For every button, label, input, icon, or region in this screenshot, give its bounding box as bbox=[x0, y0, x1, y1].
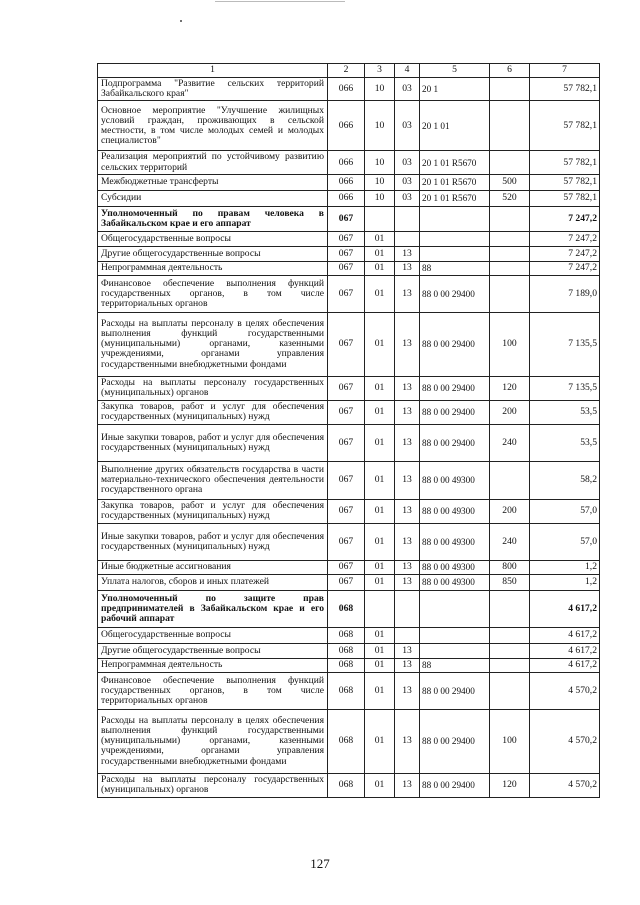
expense-type-cell bbox=[490, 246, 530, 261]
expense-type-cell: 240 bbox=[490, 523, 530, 560]
target-article-cell: 20 1 01 R5670 bbox=[420, 190, 490, 206]
section-cell: 01 bbox=[365, 643, 395, 658]
budget-table bbox=[97, 63, 600, 798]
section-cell: 01 bbox=[365, 275, 395, 312]
expense-type-cell bbox=[490, 590, 530, 627]
admin-code-cell: 068 bbox=[328, 658, 365, 672]
table-row bbox=[98, 246, 600, 261]
expense-type-cell: 200 bbox=[490, 499, 530, 523]
amount-cell: 4 617,2 bbox=[530, 590, 600, 627]
row-name-cell: Уполномоченный по защите прав предпринимателей в Забайкальском крае и его рабочий аппарат bbox=[98, 590, 328, 627]
row-name-cell: Непрограммная деятельность bbox=[98, 658, 328, 672]
admin-code-cell: 067 bbox=[328, 560, 365, 574]
table-row bbox=[98, 151, 600, 174]
section-cell: 10 bbox=[365, 151, 395, 174]
amount-cell: 4 570,2 bbox=[530, 773, 600, 797]
row-name-cell: Расходы на выплаты персоналу государственных (муниципальных) органов bbox=[98, 376, 328, 400]
expense-type-cell: 500 bbox=[490, 174, 530, 190]
row-name-cell: Другие общегосударственные вопросы bbox=[98, 643, 328, 658]
row-name-cell: Расходы на выплаты персоналу в целях обеспечения выполнения функций государственными (муниципальными) органами, казенными учреждениями, органами управления государственными внебюджетными фондами bbox=[98, 709, 328, 773]
expense-type-cell: 120 bbox=[490, 773, 530, 797]
section-cell: 01 bbox=[365, 672, 395, 709]
amount-cell: 57,0 bbox=[530, 499, 600, 523]
amount-cell: 53,5 bbox=[530, 400, 600, 424]
row-name-cell: Реализация мероприятий по устойчивому развитию сельских территорий bbox=[98, 151, 328, 174]
subsection-cell: 13 bbox=[395, 312, 420, 376]
row-name-cell: Иные закупки товаров, работ и услуг для обеспечения государственных (муниципальных) нужд bbox=[98, 523, 328, 560]
target-article-cell: 88 0 00 29400 bbox=[420, 400, 490, 424]
subsection-cell: 03 bbox=[395, 101, 420, 151]
subsection-cell: 13 bbox=[395, 709, 420, 773]
section-cell: 01 bbox=[365, 560, 395, 574]
target-article-cell bbox=[420, 246, 490, 261]
expense-type-cell: 800 bbox=[490, 560, 530, 574]
target-article-cell bbox=[420, 627, 490, 643]
admin-code-cell: 066 bbox=[328, 151, 365, 174]
header-cell: 2 bbox=[328, 64, 365, 78]
target-article-cell: 20 1 bbox=[420, 78, 490, 101]
table-row bbox=[98, 499, 600, 523]
amount-cell: 57,0 bbox=[530, 523, 600, 560]
expense-type-cell: 100 bbox=[490, 709, 530, 773]
amount-cell: 7 247,2 bbox=[530, 231, 600, 246]
section-cell: 10 bbox=[365, 190, 395, 206]
amount-cell: 7 189,0 bbox=[530, 275, 600, 312]
expense-type-cell: 120 bbox=[490, 376, 530, 400]
subsection-cell: 13 bbox=[395, 275, 420, 312]
row-name-cell: Закупка товаров, работ и услуг для обеспечения государственных (муниципальных) нужд bbox=[98, 499, 328, 523]
target-article-cell: 88 0 00 49300 bbox=[420, 560, 490, 574]
section-cell: 01 bbox=[365, 658, 395, 672]
subsection-cell: 13 bbox=[395, 643, 420, 658]
section-cell: 01 bbox=[365, 231, 395, 246]
subsection-cell: 13 bbox=[395, 461, 420, 499]
amount-cell: 4 617,2 bbox=[530, 627, 600, 643]
target-article-cell: 88 0 00 49300 bbox=[420, 523, 490, 560]
subsection-cell: 13 bbox=[395, 560, 420, 574]
amount-cell: 4 570,2 bbox=[530, 709, 600, 773]
section-cell: 01 bbox=[365, 261, 395, 275]
row-name-cell: Уполномоченный по правам человека в Забайкальском крае и его аппарат bbox=[98, 206, 328, 231]
expense-type-cell bbox=[490, 461, 530, 499]
table-row bbox=[98, 627, 600, 643]
amount-cell: 1,2 bbox=[530, 560, 600, 574]
subsection-cell bbox=[395, 231, 420, 246]
section-cell: 01 bbox=[365, 312, 395, 376]
amount-cell: 57 782,1 bbox=[530, 101, 600, 151]
header-cell: 7 bbox=[530, 64, 600, 78]
row-name-cell: Общегосударственные вопросы bbox=[98, 627, 328, 643]
subsection-cell: 13 bbox=[395, 523, 420, 560]
expense-type-cell bbox=[490, 231, 530, 246]
admin-code-cell: 066 bbox=[328, 190, 365, 206]
subsection-cell: 13 bbox=[395, 376, 420, 400]
target-article-cell: 88 0 00 49300 bbox=[420, 499, 490, 523]
section-cell: 01 bbox=[365, 376, 395, 400]
target-article-cell bbox=[420, 206, 490, 231]
page-number: 127 bbox=[310, 856, 330, 871]
row-name-cell: Подпрограмма "Развитие сельских территорий Забайкальского края" bbox=[98, 78, 328, 101]
section-cell bbox=[365, 590, 395, 627]
table-row bbox=[98, 643, 600, 658]
table-row bbox=[98, 261, 600, 275]
row-name-cell: Иные закупки товаров, работ и услуг для обеспечения государственных (муниципальных) нужд bbox=[98, 424, 328, 461]
section-cell bbox=[365, 206, 395, 231]
table-row bbox=[98, 312, 600, 376]
expense-type-cell: 850 bbox=[490, 574, 530, 590]
admin-code-cell: 067 bbox=[328, 206, 365, 231]
amount-cell: 1,2 bbox=[530, 574, 600, 590]
subsection-cell: 03 bbox=[395, 174, 420, 190]
expense-type-cell bbox=[490, 151, 530, 174]
admin-code-cell: 067 bbox=[328, 523, 365, 560]
header-cell: 6 bbox=[490, 64, 530, 78]
table-row bbox=[98, 400, 600, 424]
admin-code-cell: 068 bbox=[328, 709, 365, 773]
amount-cell: 7 135,5 bbox=[530, 312, 600, 376]
table-row bbox=[98, 461, 600, 499]
subsection-cell: 13 bbox=[395, 658, 420, 672]
amount-cell: 7 135,5 bbox=[530, 376, 600, 400]
target-article-cell bbox=[420, 643, 490, 658]
header-cell: 1 bbox=[98, 64, 328, 78]
section-cell: 01 bbox=[365, 523, 395, 560]
table-row bbox=[98, 231, 600, 246]
section-cell: 10 bbox=[365, 101, 395, 151]
expense-type-cell bbox=[490, 658, 530, 672]
admin-code-cell: 068 bbox=[328, 643, 365, 658]
target-article-cell: 20 1 01 R5670 bbox=[420, 174, 490, 190]
expense-type-cell bbox=[490, 275, 530, 312]
target-article-cell: 88 0 00 49300 bbox=[420, 574, 490, 590]
row-name-cell: Основное мероприятие "Улучшение жилищных условий граждан, проживающих в сельской местности, в том числе молодых семей и молодых специалистов" bbox=[98, 101, 328, 151]
subsection-cell: 13 bbox=[395, 499, 420, 523]
row-name-cell: Расходы на выплаты персоналу в целях обеспечения выполнения функций государственными (муниципальными) органами, казенными учреждениями, органами управления государственными внебюджетными фондами bbox=[98, 312, 328, 376]
row-name-cell: Выполнение других обязательств государства в части материально-технического обеспечения деятельности государственного органа bbox=[98, 461, 328, 499]
target-article-cell bbox=[420, 231, 490, 246]
section-cell: 10 bbox=[365, 78, 395, 101]
scan-artifact-line bbox=[215, 1, 345, 2]
section-cell: 01 bbox=[365, 499, 395, 523]
admin-code-cell: 067 bbox=[328, 231, 365, 246]
subsection-cell: 03 bbox=[395, 78, 420, 101]
row-name-cell: Уплата налогов, сборов и иных платежей bbox=[98, 574, 328, 590]
table-header-row bbox=[98, 64, 600, 78]
amount-cell: 4 570,2 bbox=[530, 672, 600, 709]
amount-cell: 57 782,1 bbox=[530, 190, 600, 206]
admin-code-cell: 068 bbox=[328, 590, 365, 627]
section-cell: 10 bbox=[365, 174, 395, 190]
subsection-cell: 13 bbox=[395, 424, 420, 461]
expense-type-cell: 100 bbox=[490, 312, 530, 376]
target-article-cell: 88 0 00 29400 bbox=[420, 709, 490, 773]
admin-code-cell: 067 bbox=[328, 461, 365, 499]
table-row bbox=[98, 658, 600, 672]
target-article-cell: 88 0 00 49300 bbox=[420, 461, 490, 499]
subsection-cell: 13 bbox=[395, 574, 420, 590]
expense-type-cell bbox=[490, 672, 530, 709]
admin-code-cell: 067 bbox=[328, 312, 365, 376]
target-article-cell: 88 0 00 29400 bbox=[420, 376, 490, 400]
table-row bbox=[98, 590, 600, 627]
row-name-cell: Непрограммная деятельность bbox=[98, 261, 328, 275]
subsection-cell: 13 bbox=[395, 246, 420, 261]
row-name-cell: Финансовое обеспечение выполнения функций государственных органов, в том числе территориальных органов bbox=[98, 275, 328, 312]
subsection-cell: 13 bbox=[395, 773, 420, 797]
section-cell: 01 bbox=[365, 400, 395, 424]
amount-cell: 4 617,2 bbox=[530, 643, 600, 658]
row-name-cell: Иные бюджетные ассигнования bbox=[98, 560, 328, 574]
target-article-cell: 20 1 01 bbox=[420, 101, 490, 151]
table-row bbox=[98, 275, 600, 312]
row-name-cell: Финансовое обеспечение выполнения функций государственных органов, в том числе территориальных органов bbox=[98, 672, 328, 709]
admin-code-cell: 066 bbox=[328, 78, 365, 101]
subsection-cell: 03 bbox=[395, 151, 420, 174]
admin-code-cell: 066 bbox=[328, 101, 365, 151]
admin-code-cell: 067 bbox=[328, 376, 365, 400]
admin-code-cell: 067 bbox=[328, 424, 365, 461]
target-article-cell: 88 bbox=[420, 261, 490, 275]
section-cell: 01 bbox=[365, 246, 395, 261]
section-cell: 01 bbox=[365, 773, 395, 797]
table-row bbox=[98, 574, 600, 590]
amount-cell: 7 247,2 bbox=[530, 246, 600, 261]
admin-code-cell: 067 bbox=[328, 400, 365, 424]
target-article-cell: 88 0 00 29400 bbox=[420, 424, 490, 461]
admin-code-cell: 067 bbox=[328, 275, 365, 312]
table-row bbox=[98, 190, 600, 206]
expense-type-cell bbox=[490, 627, 530, 643]
expense-type-cell: 200 bbox=[490, 400, 530, 424]
target-article-cell: 88 0 00 29400 bbox=[420, 672, 490, 709]
table-row bbox=[98, 174, 600, 190]
table-row bbox=[98, 206, 600, 231]
row-name-cell: Другие общегосударственные вопросы bbox=[98, 246, 328, 261]
table-body bbox=[98, 78, 600, 798]
row-name-cell: Субсидии bbox=[98, 190, 328, 206]
target-article-cell: 88 0 00 29400 bbox=[420, 312, 490, 376]
section-cell: 01 bbox=[365, 424, 395, 461]
table-row bbox=[98, 560, 600, 574]
amount-cell: 7 247,2 bbox=[530, 261, 600, 275]
section-cell: 01 bbox=[365, 709, 395, 773]
amount-cell: 57 782,1 bbox=[530, 174, 600, 190]
expense-type-cell bbox=[490, 78, 530, 101]
expense-type-cell: 520 bbox=[490, 190, 530, 206]
amount-cell: 7 247,2 bbox=[530, 206, 600, 231]
amount-cell: 4 617,2 bbox=[530, 658, 600, 672]
table-row bbox=[98, 376, 600, 400]
expense-type-cell bbox=[490, 101, 530, 151]
table-row bbox=[98, 709, 600, 773]
subsection-cell: 13 bbox=[395, 672, 420, 709]
admin-code-cell: 068 bbox=[328, 773, 365, 797]
header-cell: 4 bbox=[395, 64, 420, 78]
amount-cell: 57 782,1 bbox=[530, 78, 600, 101]
header-cell: 5 bbox=[420, 64, 490, 78]
subsection-cell: 03 bbox=[395, 190, 420, 206]
target-article-cell: 88 0 00 29400 bbox=[420, 773, 490, 797]
row-name-cell: Расходы на выплаты персоналу государственных (муниципальных) органов bbox=[98, 773, 328, 797]
expense-type-cell bbox=[490, 206, 530, 231]
subsection-cell bbox=[395, 206, 420, 231]
row-name-cell: Общегосударственные вопросы bbox=[98, 231, 328, 246]
admin-code-cell: 067 bbox=[328, 261, 365, 275]
admin-code-cell: 066 bbox=[328, 174, 365, 190]
amount-cell: 57 782,1 bbox=[530, 151, 600, 174]
table-row bbox=[98, 523, 600, 560]
section-cell: 01 bbox=[365, 574, 395, 590]
subsection-cell: 13 bbox=[395, 261, 420, 275]
subsection-cell bbox=[395, 590, 420, 627]
expense-type-cell bbox=[490, 643, 530, 658]
table-row bbox=[98, 424, 600, 461]
target-article-cell bbox=[420, 590, 490, 627]
row-name-cell: Закупка товаров, работ и услуг для обеспечения государственных (муниципальных) нужд bbox=[98, 400, 328, 424]
header-cell: 3 bbox=[365, 64, 395, 78]
target-article-cell: 88 bbox=[420, 658, 490, 672]
table-row bbox=[98, 78, 600, 101]
expense-type-cell bbox=[490, 261, 530, 275]
section-cell: 01 bbox=[365, 627, 395, 643]
subsection-cell: 13 bbox=[395, 400, 420, 424]
table-row bbox=[98, 101, 600, 151]
admin-code-cell: 068 bbox=[328, 672, 365, 709]
amount-cell: 53,5 bbox=[530, 424, 600, 461]
section-cell: 01 bbox=[365, 461, 395, 499]
row-name-cell: Межбюджетные трансферты bbox=[98, 174, 328, 190]
expense-type-cell: 240 bbox=[490, 424, 530, 461]
admin-code-cell: 067 bbox=[328, 246, 365, 261]
amount-cell: 58,2 bbox=[530, 461, 600, 499]
table-row bbox=[98, 672, 600, 709]
target-article-cell: 88 0 00 29400 bbox=[420, 275, 490, 312]
subsection-cell bbox=[395, 627, 420, 643]
admin-code-cell: 067 bbox=[328, 574, 365, 590]
scan-speck bbox=[180, 20, 182, 22]
target-article-cell: 20 1 01 R5670 bbox=[420, 151, 490, 174]
admin-code-cell: 068 bbox=[328, 627, 365, 643]
table-row bbox=[98, 773, 600, 797]
admin-code-cell: 067 bbox=[328, 499, 365, 523]
